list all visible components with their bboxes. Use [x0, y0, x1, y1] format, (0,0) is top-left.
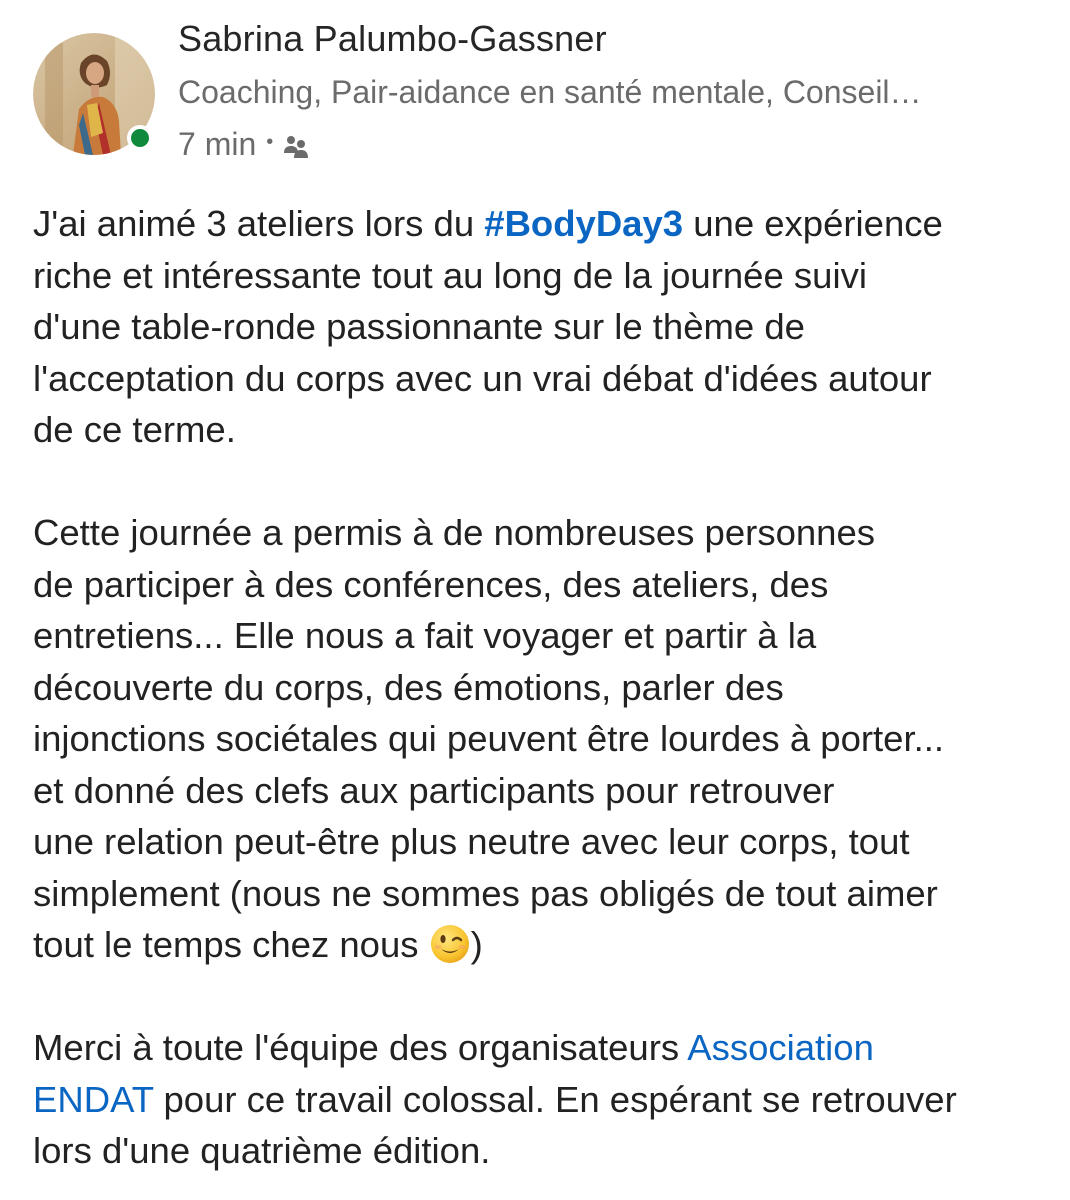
winking-face-emoji — [429, 923, 471, 965]
text-line: injonctions sociétales qui peuvent être lourdes à porter... — [33, 718, 945, 759]
post-text — [33, 198, 1043, 1177]
text-line: une relation peut-être plus neutre avec leur corps, tout — [33, 821, 910, 862]
post-paragraph — [33, 198, 1043, 456]
post-paragraph — [33, 1022, 1043, 1177]
text-line: de participer à des conférences, des ateliers, des — [33, 563, 829, 605]
author-name[interactable]: Sabrina Palumbo-Gassner — [178, 18, 607, 59]
text-line — [33, 1022, 1043, 1074]
text-line: et donné des clefs aux participants pour retrouver — [33, 769, 835, 811]
online-status-dot — [127, 125, 153, 151]
text-line: lors d'une quatrième édition. — [33, 1130, 491, 1171]
text-line: découverte du corps, des émotions, parler des — [33, 666, 784, 708]
text-segment: pour ce travail colossal. En espérant se retrouver — [153, 1078, 957, 1120]
text-line — [33, 919, 1043, 971]
text-segment: tout le temps chez nous — [33, 924, 429, 965]
post-time: 7 min — [178, 125, 257, 162]
text-line: simplement (nous ne sommes pas obligés de tout aimer — [33, 872, 938, 914]
text-line: l'acceptation du corps avec un vrai débat d'idées autour — [33, 357, 932, 399]
text-line — [33, 198, 1043, 250]
text-line: riche et intéressante tout au long de la journée suivi — [33, 254, 867, 296]
post-header — [0, 0, 1070, 170]
text-line — [33, 1074, 1043, 1126]
hashtag-link[interactable]: #BodyDay3 — [484, 203, 684, 244]
text-line: entretiens... Elle nous a fait voyager et partir à la — [33, 615, 817, 656]
text-segment: une expérience — [683, 203, 943, 244]
mention-link[interactable]: ENDAT — [33, 1078, 154, 1120]
post-paragraph — [33, 507, 1043, 971]
connections-icon — [283, 133, 309, 159]
text-segment: J'ai animé 3 ateliers lors du — [33, 203, 485, 244]
text-line: de ce terme. — [33, 409, 236, 450]
text-segment: ) — [470, 924, 483, 965]
paragraph-gap — [33, 456, 1043, 508]
meta-separator: • — [266, 131, 274, 153]
author-avatar[interactable] — [33, 33, 155, 155]
text-line: Cette journée a permis à de nombreuses personnes — [33, 512, 876, 553]
mention-link[interactable]: Association — [687, 1027, 874, 1068]
author-headline: Coaching, Pair-aidance en santé mentale, Conseil… — [178, 74, 922, 110]
paragraph-gap — [33, 971, 1043, 1023]
text-line: d'une table-ronde passionnante sur le thème de — [33, 306, 805, 347]
text-segment: Merci à toute l'équipe des organisateurs — [33, 1027, 688, 1068]
post-meta — [178, 122, 309, 166]
